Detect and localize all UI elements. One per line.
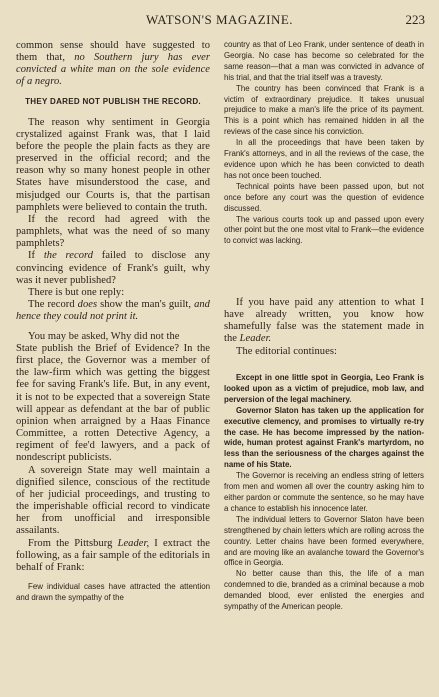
left-paragraph-1	[16, 40, 210, 89]
text-run: show the man's guilt,	[97, 298, 195, 310]
left-paragraph-3: If the record had agreed with the pamphlets, what was the need of so many pamphlets?	[16, 213, 210, 250]
page-header	[0, 12, 439, 30]
italic-text-run: no Southern jury has ever convicted a white man on the sole evidence of a negro.	[16, 52, 210, 88]
text-run: common sense should have suggested to them that,	[16, 40, 210, 64]
left-paragraph-7-start: You may be asked, Why did not the	[28, 331, 180, 342]
editorial-paragraph-1: Except in one little spot in Georgia, Leo Frank is looked upon as a victim of prejudice, mob law, and perversion of the legal machinery.	[224, 373, 424, 404]
left-paragraph-4	[16, 250, 210, 286]
quote-text: country as that of Leo Frank, under sentence of death in Georgia. No case has become so celebrated for the same reason—that a man was convicted in advance of his trial, and that the trial itself was a travesty.	[224, 40, 424, 82]
editorial-paragraph-3: The Governor is receiving an endless string of letters from men and women all over the country asking him to either pardon or commute the sentence, so he may have a chance to establish his innocence later.	[224, 471, 424, 513]
left-paragraph-8: A sovereign State may well maintain a dignified silence, conscious of the rectitude of her judicial proceedings, and trusting to the imperishable official record to vindicate her from unofficial and irresponsible assailants.	[16, 464, 210, 537]
quote-paragraph-3: In all the proceedings that have been taken by Frank's attorneys, and in all the reviews of the case, the evidence upon which he has been convicted to death has not once been touched.	[224, 138, 424, 180]
right-commentary	[224, 297, 424, 358]
right-quotation-editorial	[224, 373, 424, 613]
italic-text-run: does	[77, 298, 98, 310]
section-subheading: THEY DARED NOT PUBLISH THE RECORD.	[25, 96, 201, 106]
text-run: If you have paid any attention to what I have already written, you know how shamefully false was the statement made in the	[224, 297, 424, 345]
text-run: failed to disclose any convincing evidence of Frank's guilt, why was it never published?	[16, 250, 210, 286]
left-column	[16, 40, 210, 323]
editorial-paragraph-5: No better cause than this, the life of a man condemned to die, branded as a criminal because a mob demanded blood, ever enlisted the energies and sympathy of the American people.	[224, 569, 424, 612]
left-paragraph-6	[16, 299, 210, 323]
text-run: I extract the following, as a fair sample of the editorials in behalf of Frank:	[16, 537, 211, 573]
italic-text-run: and hence they could not print it.	[16, 298, 210, 323]
left-paragraph-7: State publish the Brief of Evidence? In the first place, the Governor was a member of the law-firm which was getting the biggest fee for saving Frank's life. But, in any event, it is not to be expected that a sovereign State will appear as defendant at the bar of public opinion when arraigned by a Haas Finance Committee, a rotten Detective Agency, a regiment of fee'd lawyers, and a pack of nondescript publicists.	[16, 343, 210, 464]
right-column-quotation	[224, 40, 424, 247]
text-run: From the Pittsburg	[28, 537, 118, 549]
left-quote-start: Few individual cases have attracted the attention and drawn the sympathy of the	[16, 581, 210, 602]
quote-paragraph-1	[224, 40, 424, 84]
running-title: WATSON'S MAGAZINE.	[145, 12, 294, 27]
left-paragraph-9	[16, 538, 210, 574]
quote-paragraph-5: The various courts took up and passed upon every other point but the one most vital to Frank—the evidence to convict was lacking.	[224, 214, 424, 246]
right-paragraph-1	[224, 297, 424, 346]
quote-paragraph-2: The country has been convinced that Frank is a victim of extraordinary prejudice. It takes unusual prejudice to make a man's life the price of its payment. This is a point which has remained hidden in all the reviews of the case since his conviction.	[224, 83, 424, 137]
left-column-continued	[16, 343, 210, 604]
page-number: 223	[405, 12, 425, 27]
text-run: The record	[28, 298, 78, 310]
left-paragraph-5: There is but one reply:	[28, 286, 125, 298]
text-run: If	[28, 250, 44, 262]
italic-text-run: Leader.	[239, 333, 272, 345]
editorial-paragraph-4: The individual letters to Governor Slaton have been strengthened by chain letters which are rolling across the country. Letter chains have been formed everywhere, and are moving like an avalanche toward the Governor's office in Georgia.	[224, 514, 424, 568]
italic-text-run: the record	[43, 250, 94, 262]
quote-paragraph-4: Technical points have been passed upon, but not once before any court was the question of evidence discussed.	[224, 181, 424, 213]
editorial-paragraph-2: Governor Slaton has taken up the application for executive clemency, and promises to virtually re-try the case. He has become impressed by the nation-wide, human protest against Frank's martyrdom, no less than the seriousness of the charges against the name of his State.	[224, 405, 424, 470]
left-paragraph-2: The reason why sentiment in Georgia crystalized against Frank was, that I laid before the people the plain facts as they are preserved in the official record; and the reason why so many honest people in other States have misunderstood the case, and misjudged our Courts is, that the partisan pamphlets were believed to contain the truth.	[16, 116, 210, 213]
right-paragraph-2: The editorial continues:	[236, 345, 337, 357]
italic-text-run: Leader,	[117, 537, 150, 549]
